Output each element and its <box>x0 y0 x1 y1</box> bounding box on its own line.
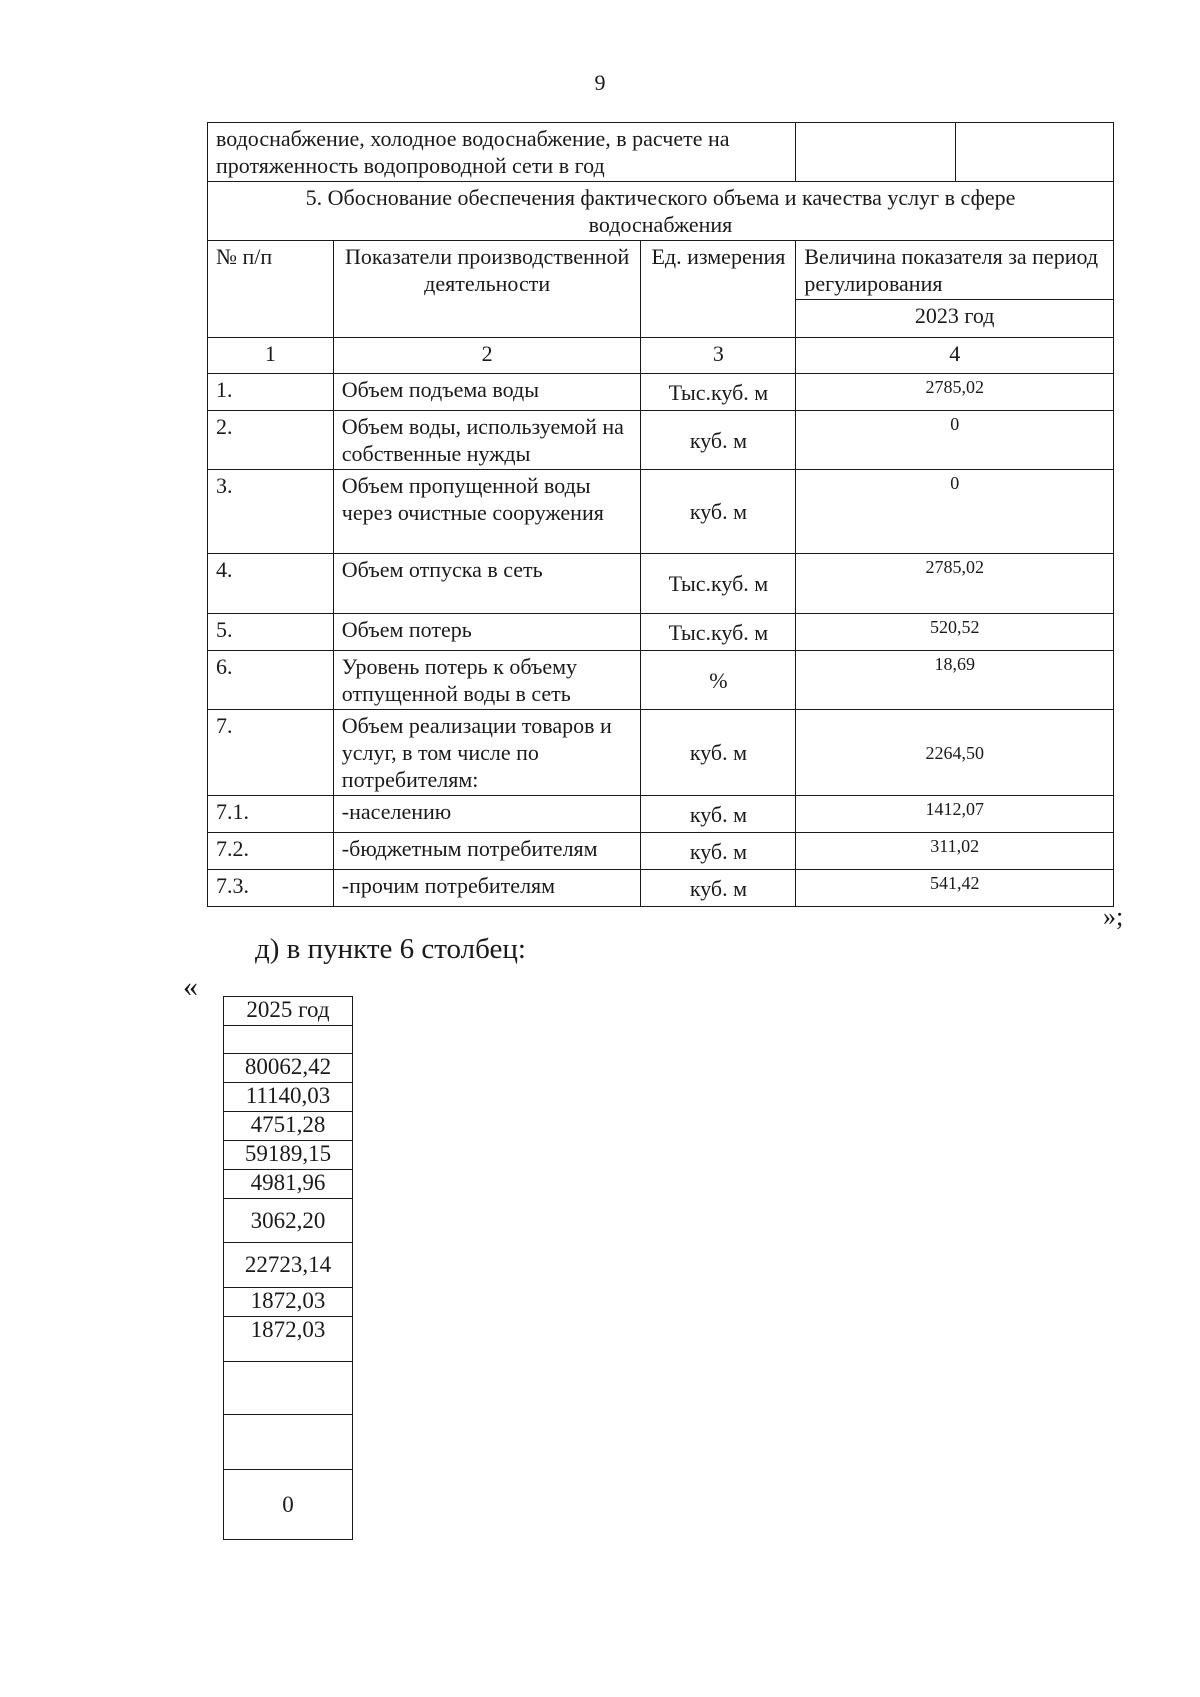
header-indicator: Показатели производственной деятельности <box>333 241 641 338</box>
column-2025-row <box>224 1170 353 1199</box>
header-num: № п/п <box>208 241 334 338</box>
table-row <box>208 796 1114 833</box>
table-row <box>208 614 1114 651</box>
continuation-cell <box>208 123 796 182</box>
row-value: 1412,07 <box>796 796 1114 833</box>
table-row <box>208 374 1114 411</box>
row-value: 311,02 <box>796 833 1114 870</box>
row-unit: куб. м <box>641 470 796 554</box>
column-2025-row <box>224 1243 353 1288</box>
column-2025-cell: 3062,20 <box>224 1199 353 1243</box>
row-value: 520,52 <box>796 614 1114 651</box>
column-2025-row <box>224 1083 353 1112</box>
column-2025-cell <box>224 1362 353 1415</box>
row-name: Объем отпуска в сеть <box>333 554 641 614</box>
row-unit: Тыс.куб. м <box>641 614 796 651</box>
row-unit: куб. м <box>641 870 796 907</box>
row-num: 2. <box>208 411 334 470</box>
row-unit: куб. м <box>641 411 796 470</box>
column-2025-row <box>224 1362 353 1415</box>
indicators-table <box>207 122 1114 907</box>
row-num: 7.3. <box>208 870 334 907</box>
header-unit: Ед. измерения <box>641 241 796 338</box>
row-name: Уровень потерь к объему отпущенной воды в сеть <box>333 651 641 710</box>
row-value: 2264,50 <box>796 710 1114 796</box>
column-2025-cell: 59189,15 <box>224 1141 353 1170</box>
row-name: Объем потерь <box>333 614 641 651</box>
column-2025-row <box>224 1415 353 1470</box>
section-title-line-1: 5. Обоснование обеспечения фактического объема и качества услуг в сфере <box>305 185 1016 210</box>
row-value: 541,42 <box>796 870 1114 907</box>
row-name: -бюджетным потребителям <box>333 833 641 870</box>
table-row <box>208 411 1114 470</box>
row-unit: % <box>641 651 796 710</box>
row-unit: куб. м <box>641 796 796 833</box>
opening-quote: « <box>183 970 198 1003</box>
row-num: 4. <box>208 554 334 614</box>
table-row <box>208 470 1114 554</box>
row-value: 18,69 <box>796 651 1114 710</box>
page-number: 9 <box>594 70 606 95</box>
continuation-line-2: протяженность водопроводной сети в год <box>216 153 605 178</box>
row-num: 7. <box>208 710 334 796</box>
row-num: 3. <box>208 470 334 554</box>
row-value: 2785,02 <box>796 554 1114 614</box>
continuation-line-1: водоснабжение, холодное водоснабжение, в расчете на <box>216 126 730 151</box>
section-title <box>208 182 1114 241</box>
column-2025-cell: 4981,96 <box>224 1170 353 1199</box>
row-name: Объем реализации товаров и услуг, в том числе по потребителям: <box>333 710 641 796</box>
row-name: Объем воды, используемой на собственные нужды <box>333 411 641 470</box>
table-row <box>208 651 1114 710</box>
column-2025-header-row <box>224 997 353 1026</box>
row-unit: куб. м <box>641 833 796 870</box>
column-2025-row <box>224 1141 353 1170</box>
section-title-line-2: водоснабжения <box>588 212 733 237</box>
table-row <box>208 870 1114 907</box>
column-2025-cell: 11140,03 <box>224 1083 353 1112</box>
column-2025-cell <box>224 1026 353 1054</box>
table-row <box>208 833 1114 870</box>
row-name: Объем подъема воды <box>333 374 641 411</box>
row-unit: Тыс.куб. м <box>641 554 796 614</box>
row-name: -населению <box>333 796 641 833</box>
row-name: -прочим потребителям <box>333 870 641 907</box>
column-2025-row <box>224 1054 353 1083</box>
column-number-cell: 4 <box>796 338 1114 374</box>
column-2025-row <box>224 1317 353 1362</box>
table-row <box>208 554 1114 614</box>
row-num: 1. <box>208 374 334 411</box>
row-num: 5. <box>208 614 334 651</box>
column-2025-row <box>224 1026 353 1054</box>
column-2025-cell: 22723,14 <box>224 1243 353 1288</box>
row-value: 0 <box>796 470 1114 554</box>
header-year: 2023 год <box>796 300 1114 338</box>
row-num: 7.1. <box>208 796 334 833</box>
table-row <box>208 710 1114 796</box>
column-2025-cell: 0 <box>224 1470 353 1540</box>
row-name: Объем пропущенной воды через очистные сооружения <box>333 470 641 554</box>
column-2025-row <box>224 1112 353 1141</box>
column-2025-header: 2025 год <box>224 997 353 1026</box>
continuation-row <box>208 123 1114 182</box>
column-number-row <box>208 338 1114 374</box>
continuation-empty-cell-1 <box>796 123 956 182</box>
column-2025-cell: 80062,42 <box>224 1054 353 1083</box>
row-unit: Тыс.куб. м <box>641 374 796 411</box>
column-2025-cell: 4751,28 <box>224 1112 353 1141</box>
instruction-text: д) в пункте 6 столбец: <box>255 933 526 965</box>
row-value: 0 <box>796 411 1114 470</box>
column-number-cell: 3 <box>641 338 796 374</box>
column-2025-cell <box>224 1415 353 1470</box>
header-row <box>208 241 1114 300</box>
column-2025-cell: 1872,03 <box>224 1317 353 1362</box>
row-unit: куб. м <box>641 710 796 796</box>
column-2025-row <box>224 1199 353 1243</box>
row-num: 7.2. <box>208 833 334 870</box>
column-number-cell: 1 <box>208 338 334 374</box>
column-2025-row <box>224 1288 353 1317</box>
header-value: Величина показателя за период регулирования <box>796 241 1114 300</box>
section-title-row <box>208 182 1114 241</box>
closing-quote: »; <box>1103 902 1124 931</box>
column-2025-row <box>224 1470 353 1540</box>
continuation-empty-cell-2 <box>956 123 1114 182</box>
column-number-cell: 2 <box>333 338 641 374</box>
row-num: 6. <box>208 651 334 710</box>
column-2025-table <box>223 996 353 1540</box>
column-2025-cell: 1872,03 <box>224 1288 353 1317</box>
row-value: 2785,02 <box>796 374 1114 411</box>
